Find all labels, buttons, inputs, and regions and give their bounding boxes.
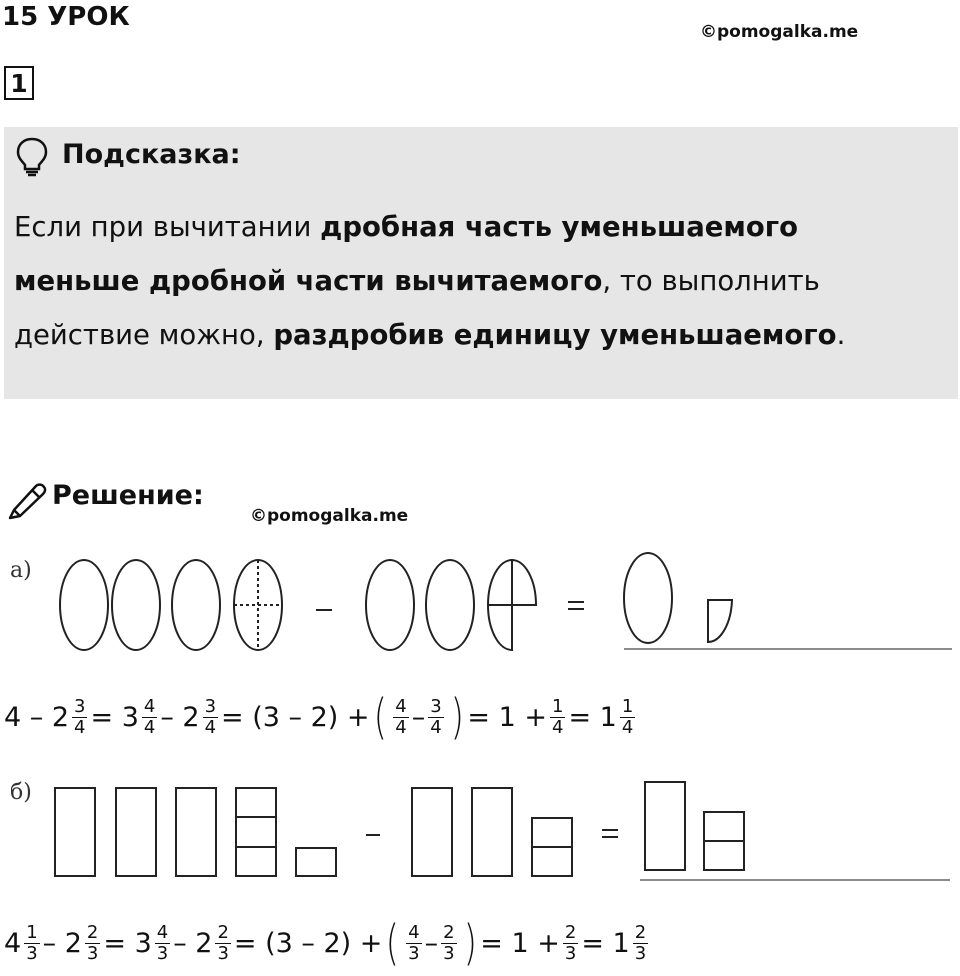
fraction: $\frac{4}{3}$ (156, 921, 169, 964)
fraction: $\frac{2}{3}$ (86, 921, 99, 964)
fraction: $\frac{3}{4}$ (74, 695, 86, 738)
eq-text: = 1 + (467, 701, 548, 733)
hint-text-segment: , то выполнить действие можно, (14, 265, 820, 351)
part-b-label: б) (10, 780, 32, 805)
eq-text: – (411, 701, 426, 733)
whole-rectangle (116, 788, 156, 876)
fraction: $\frac{2}{3}$ (443, 921, 455, 964)
fraction: $\frac{3}{4}$ (430, 695, 442, 738)
lesson-title: 15 УРОК (2, 2, 130, 32)
fraction: $\frac{1}{4}$ (552, 695, 564, 738)
whole-oval (172, 560, 220, 650)
eq-text: – 2 (173, 927, 213, 959)
hint-text-bold-segment: раздробив единицу уменьшаемого (273, 319, 837, 351)
third-piece (296, 848, 336, 876)
watermark-top: ©pomogalka.me (700, 22, 859, 42)
watermark-solution: ©pomogalka.me (250, 506, 409, 526)
eq-text: = 1 (568, 701, 617, 733)
eq-text: – (424, 927, 439, 959)
eq-text: 4 – 2 (4, 701, 70, 733)
fraction: $\frac{4}{4}$ (395, 695, 407, 738)
eq-text: = 3 (90, 701, 139, 733)
eq-text: = (3 – 2) + (221, 701, 370, 733)
part-a-figure (0, 545, 960, 665)
hint-text (14, 200, 914, 362)
hint-title: Подсказка: (62, 139, 241, 170)
eq-text: = (3 – 2) + (233, 927, 383, 959)
fraction: $\frac{2}{3}$ (217, 921, 229, 964)
task-number: 1 (4, 66, 34, 100)
split-rectangle (236, 788, 276, 876)
whole-rectangle (55, 788, 95, 876)
eq-text: – 2 (42, 927, 82, 959)
fraction: $\frac{3}{4}$ (204, 695, 217, 738)
fraction: $\frac{4}{3}$ (408, 921, 420, 964)
part-a-equation: 4 – 2 $\frac{3}{4}$ = 3 $\frac{4}{4}$ – 2 $\frac{3}{4}$ = (3 – 2) + ( $\frac{4}{4}$ – $\frac{3}{4}$ ) = 1 + $\frac{1}{4}$ = 1 $\frac{1}{4}$ (4, 689, 634, 745)
eq-text: = 3 (103, 927, 152, 959)
whole-oval (426, 560, 474, 650)
whole-rectangle (412, 788, 452, 876)
whole-oval (112, 560, 160, 650)
lightbulb-icon (12, 135, 52, 181)
eq-text: = 1 + (480, 927, 560, 959)
fraction: $\frac{1}{4}$ (621, 695, 634, 738)
hint-text-bold-segment: дробная часть уменьшаемого меньше дробной части вычитаемого (14, 211, 799, 297)
whole-oval (366, 560, 414, 650)
part-a-label: а) (10, 558, 32, 583)
eq-text: = 1 (581, 927, 630, 959)
solution-title: Решение: (52, 480, 204, 511)
eq-text: – 2 (160, 701, 200, 733)
hint-text-segment: Если при вычитании (14, 211, 321, 243)
fraction: $\frac{2}{3}$ (634, 921, 647, 964)
pencil-icon (6, 478, 48, 524)
result-oval (624, 553, 672, 643)
part-b-equation: 4 $\frac{1}{3}$ – 2 $\frac{2}{3}$ = 3 $\frac{4}{3}$ – 2 $\frac{2}{3}$ = (3 – 2) + ( $\frac{4}{3}$ – $\frac{2}{3}$ ) = 1 + $\frac{2}{3}$ = 1 $\frac{2}{3}$ (4, 915, 647, 971)
fraction: $\frac{1}{3}$ (26, 921, 38, 964)
hint-text-segment: . (836, 319, 846, 351)
fraction: $\frac{4}{4}$ (143, 695, 156, 738)
whole-oval (60, 560, 108, 650)
result-quarter (708, 600, 732, 642)
whole-rectangle (472, 788, 512, 876)
fraction: $\frac{2}{3}$ (564, 921, 577, 964)
result-rectangle (645, 782, 685, 870)
part-b-figure (0, 772, 960, 892)
whole-rectangle (176, 788, 216, 876)
three-quarter-oval-top (512, 560, 536, 605)
eq-text: 4 (4, 927, 22, 959)
three-quarter-oval (488, 560, 512, 650)
